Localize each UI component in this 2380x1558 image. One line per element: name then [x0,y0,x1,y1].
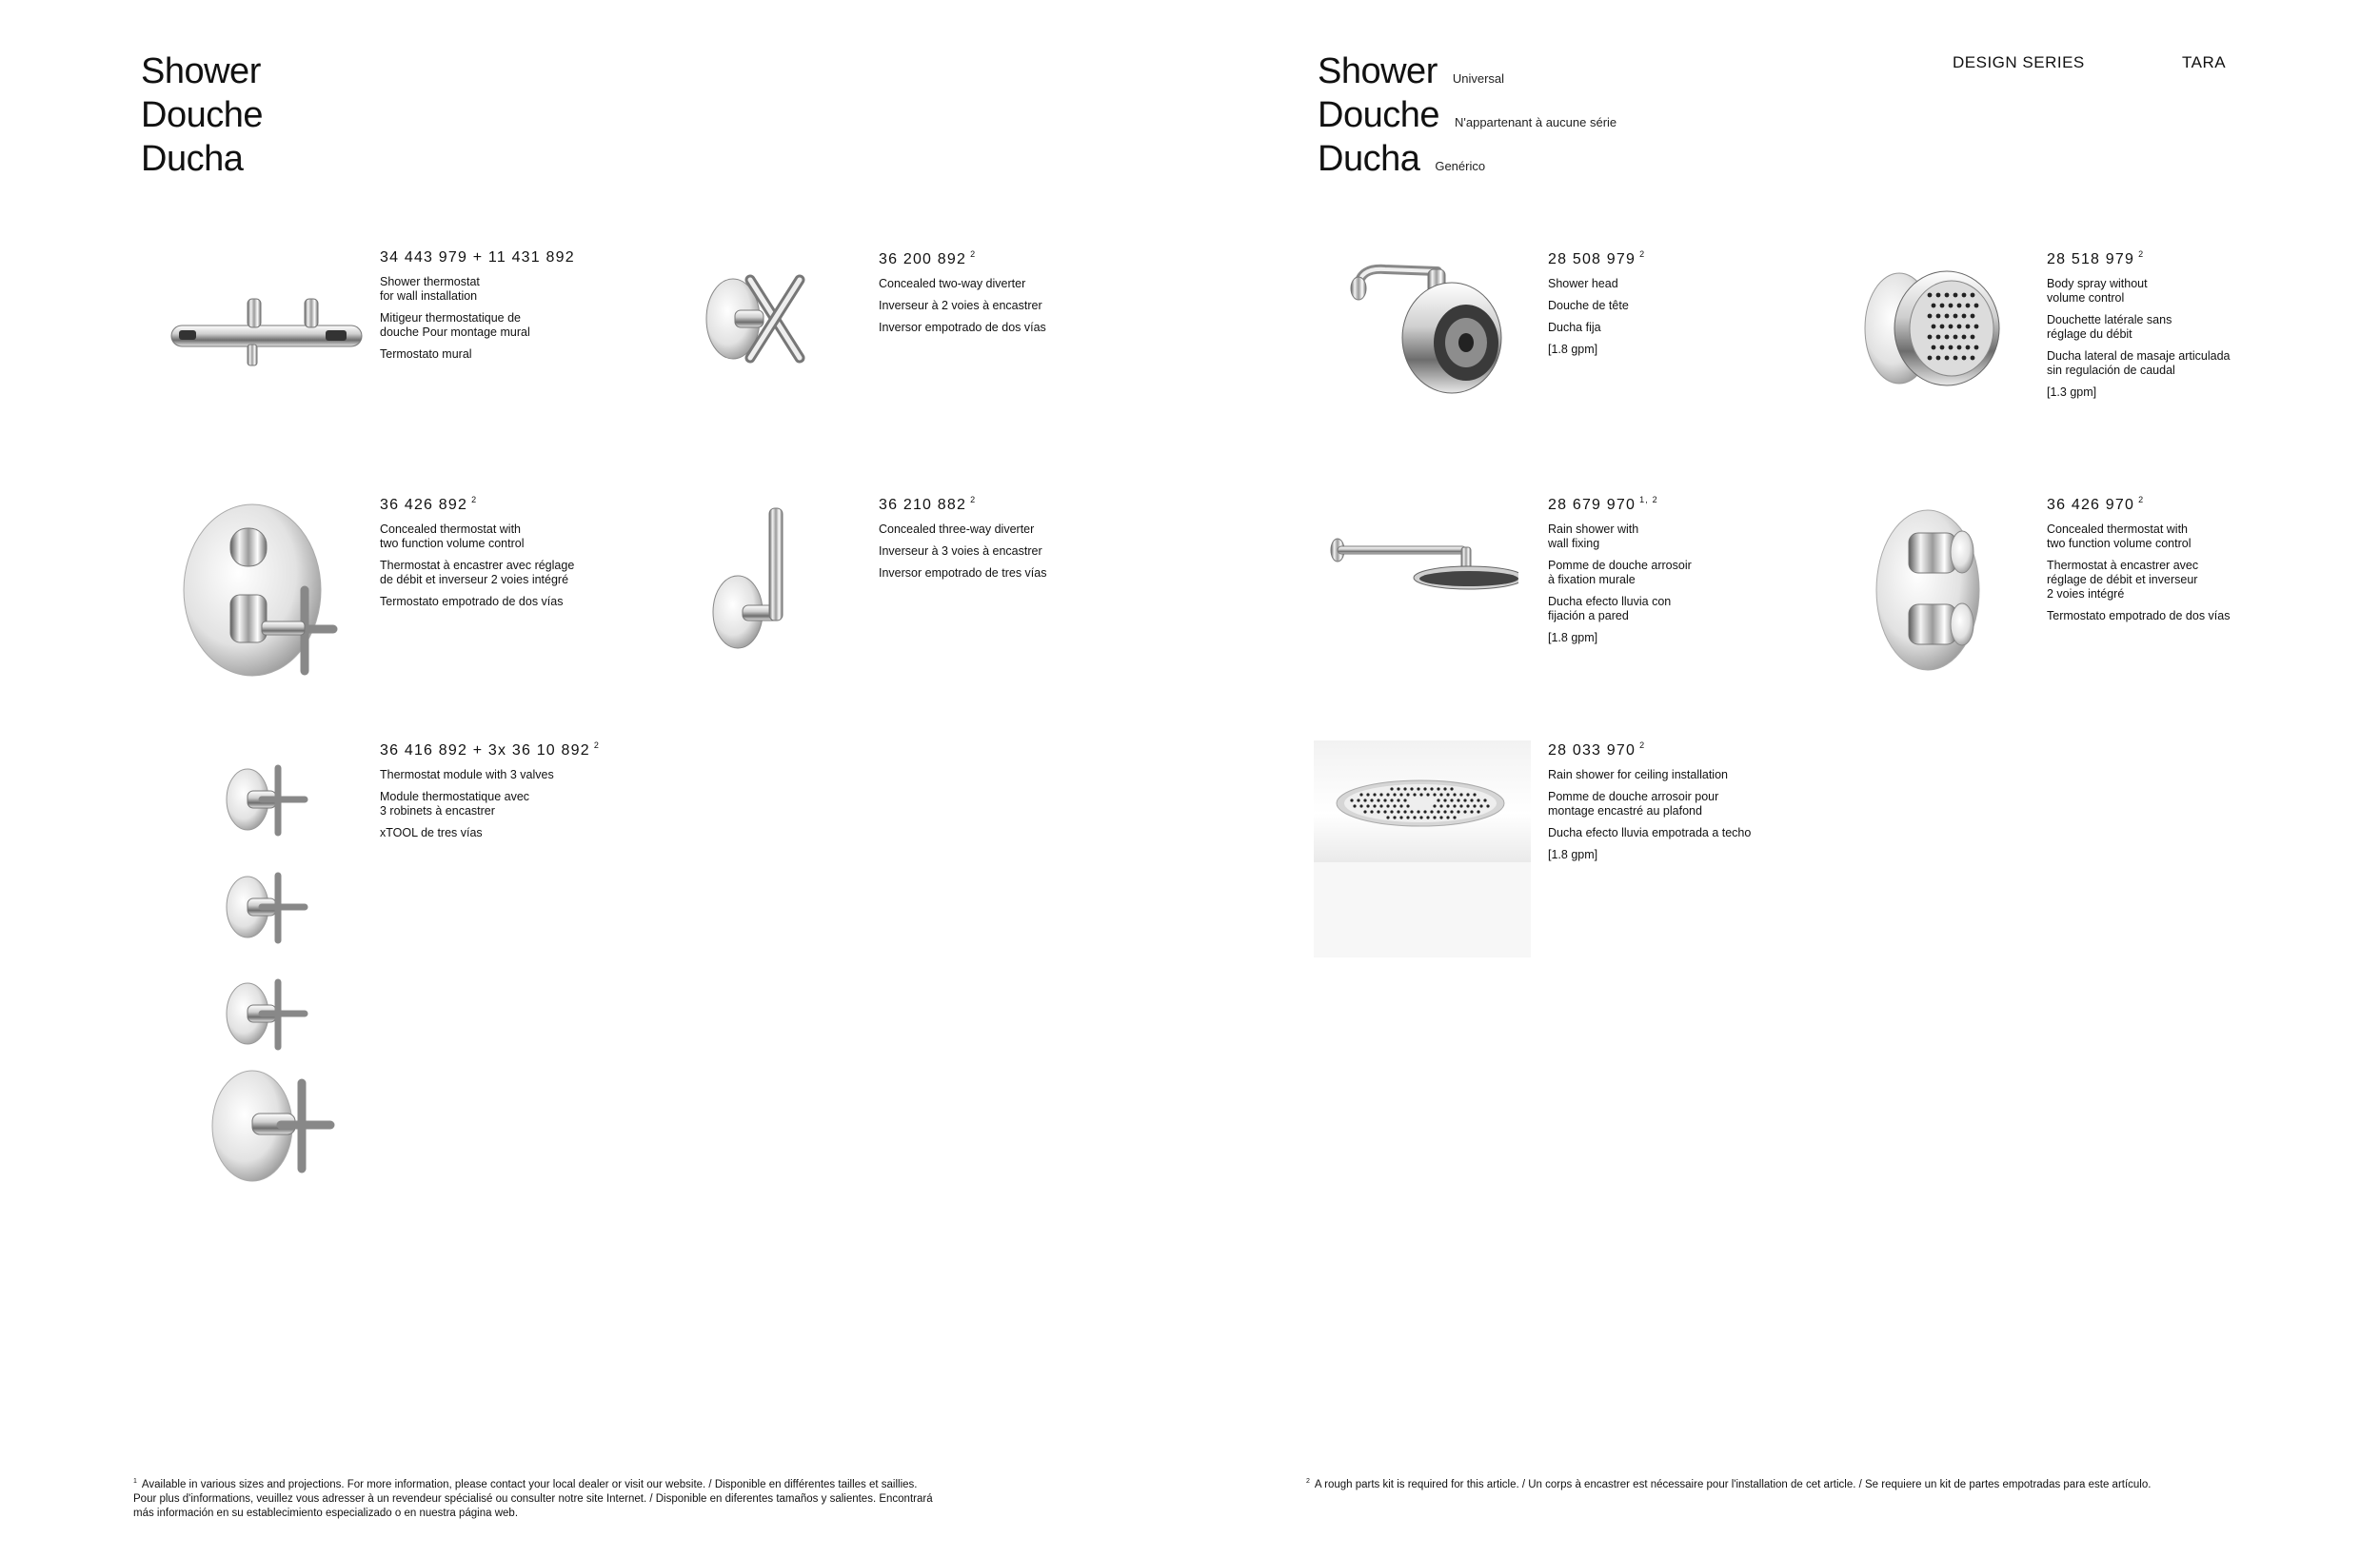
design-series-label: DESIGN SERIES [1953,53,2085,71]
desc-fr: Douchette latérale sans réglage du débit [2047,313,2172,341]
nozzle-dot [1928,356,1933,361]
nozzle-dot [1954,314,1958,319]
product-28508979 [1548,249,1805,365]
product-code: 36 426 970 $^2$ [2047,495,2145,513]
nozzle-dot [1928,314,1933,319]
nozzle-dot [1397,799,1399,801]
nozzle-dot [1426,793,1429,796]
desc-en: Shower head [1548,277,1618,290]
two-way-diverter-image [685,266,819,371]
nozzle-dot [1974,325,1979,329]
footnote-1-text: Available in various sizes and projections. For more information, please contact your local dealer or visit our website. / Disponible en différentes tailles et saillies. Pour plus d'informations, veuillez vous adresser à un revendeur spécialisé ou consulter notre site Internet. / Disponible en diferentes tamaños y salientes. Encontrará más información en su establecimiento especializado o en nuestra página web. [133,1479,933,1519]
nozzle-dot [1470,799,1473,801]
thermostat-module-image [205,1064,338,1188]
nozzle-dot [1957,325,1962,329]
desc-es: Termostato empotrado de dos vías [2047,609,2231,622]
nozzle-dot [1450,787,1453,790]
rain-shower-wall-image [1328,519,1518,604]
nozzle-dot [1945,356,1950,361]
nozzle-dot [1940,345,1945,350]
nozzle-dot [1377,799,1379,801]
nozzle-dot [1437,799,1439,801]
desc-es: Ducha efecto lluvia con fijación a pared [1548,595,1672,622]
footnote-1-mark: 1 [133,1478,137,1485]
desc-es: Termostato mural [380,347,472,361]
nozzle-dot [1949,345,1954,350]
nozzle-dot [1954,335,1958,340]
nozzle-dot [1383,799,1386,801]
nozzle-dot [1386,804,1389,807]
nozzle-dot [1359,793,1362,796]
nozzle-dot [1459,793,1462,796]
nozzle-dot [1932,345,1936,350]
nozzle-dot [1954,293,1958,298]
nozzle-dot [1928,335,1933,340]
nozzle-dot [1463,810,1466,813]
nozzle-dot [1390,810,1393,813]
title-word-douche: Douche [1318,95,1439,135]
nozzle-dot [1463,799,1466,801]
nozzle-dot [1945,314,1950,319]
product-28518979 [2047,249,2304,407]
valve-image-2 [219,864,314,950]
nozzle-dot [1971,314,1975,319]
nozzle-dot [1366,804,1369,807]
nozzle-dot [1439,793,1442,796]
nozzle-dot [1437,810,1439,813]
nozzle-dot [1413,793,1416,796]
nozzle-dot [1936,335,1941,340]
nozzle-dot [1486,804,1489,807]
nozzle-dot [1393,804,1396,807]
nozzle-dot [1940,304,1945,308]
desc-en: Shower thermostat for wall installation [380,275,480,303]
nozzle-dot [1433,793,1436,796]
desc-fr: Inverseur à 3 voies à encastrer [879,544,1042,558]
desc-en: Rain shower for ceiling installation [1548,768,1728,781]
left-page-title [141,49,263,181]
nozzle-dot [1936,356,1941,361]
flow-rate: [1.8 gpm] [1548,631,1598,644]
desc-es: Ducha efecto lluvia empotrada a techo [1548,826,1752,839]
nozzle-dot [1366,793,1369,796]
nozzle-dot [1370,799,1373,801]
product-36426970 [2047,495,2304,631]
desc-en: Body spray without volume control [2047,277,2148,305]
title-line-shower: Shower [141,51,261,91]
valve-image-3 [219,971,314,1056]
nozzle-dot [1359,804,1362,807]
nozzle-dot [1403,787,1406,790]
desc-en: Concealed three-way diverter [879,523,1035,536]
nozzle-dot [1928,293,1933,298]
desc-es: xTOOL de tres vías [380,826,483,839]
desc-fr: Thermostat à encastrer avec réglage de débit et inverseur 2 voies intégré [380,559,575,586]
nozzle-dot [1470,810,1473,813]
nozzle-dot [1932,325,1936,329]
nozzle-dot [1353,804,1356,807]
nozzle-dot [1430,810,1433,813]
desc-fr: Module thermostatique avec 3 robinets à encastrer [380,790,530,818]
nozzle-dot [1397,787,1399,790]
desc-fr: Inverseur à 2 voies à encastrer [879,299,1042,312]
nozzle-dot [1363,810,1366,813]
desc-en: Concealed thermostat with two function volume control [380,523,525,550]
nozzle-dot [1363,799,1366,801]
nozzle-dot [1479,804,1482,807]
desc-fr: Thermostat à encastrer avec réglage de débit et inverseur 2 voies intégré [2047,559,2199,601]
nozzle-dot [1936,293,1941,298]
product-36200892 [879,249,1136,343]
nozzle-dot [1940,325,1945,329]
nozzle-dot [1457,799,1459,801]
desc-fr: Pomme de douche arrosoir pour montage encastré au plafond [1548,790,1719,818]
nozzle-dot [1370,810,1373,813]
title-sub-napp: N'appartenant à aucune série [1454,115,1617,129]
nozzle-dot [1373,804,1376,807]
nozzle-dot [1932,304,1936,308]
nozzle-dot [1459,804,1462,807]
nozzle-dot [1417,810,1419,813]
ceiling-shower-disc [1314,740,1531,862]
desc-es: Termostato empotrado de dos vías [380,595,564,608]
nozzle-dot [1962,293,1967,298]
nozzle-dot [1446,804,1449,807]
nozzle-dot [1377,810,1379,813]
ceiling-rain-shower-photo [1314,740,1531,957]
product-code: 36 426 892 $^2$ [380,495,478,513]
desc-fr: Mitigeur thermostatique de douche Pour montage mural [380,311,530,339]
nozzle-dot [1443,810,1446,813]
desc-es: Inversor empotrado de dos vías [879,321,1046,334]
nozzle-dot [1971,356,1975,361]
footnote-2 [1306,1474,2363,1492]
nozzle-dot [1399,793,1402,796]
nozzle-dot [1453,804,1456,807]
title-word-shower: Shower [1318,51,1438,91]
flow-rate: [1.8 gpm] [1548,848,1598,861]
nozzle-dot [1974,304,1979,308]
nozzle-dot [1383,810,1386,813]
nozzle-dot [1949,304,1954,308]
flow-rate: [1.3 gpm] [2047,385,2097,399]
nozzle-dot [1962,314,1967,319]
nozzle-dot [1457,810,1459,813]
nozzle-dot [1393,793,1396,796]
nozzle-dot [1936,314,1941,319]
nozzle-dot [1945,335,1950,340]
nozzle-dot [1433,804,1436,807]
nozzle-dot [1966,345,1971,350]
nozzle-dot [1397,810,1399,813]
nozzle-dot [1423,787,1426,790]
nozzle-dot [1439,816,1442,818]
nozzle-dot [1399,816,1402,818]
valve-image-1 [219,757,314,842]
desc-en: Rain shower with wall fixing [1548,523,1639,550]
nozzle-dot [1477,810,1479,813]
nozzle-dot [1949,325,1954,329]
nozzle-dot [1373,793,1376,796]
desc-es: Inversor empotrado de tres vías [879,566,1047,580]
nozzle-dot [1393,816,1396,818]
product-36210882 [879,495,1136,588]
desc-es: Ducha fija [1548,321,1601,334]
nozzle-dot [1971,293,1975,298]
desc-fr: Pomme de douche arrosoir à fixation murale [1548,559,1692,586]
product-36426892 [380,495,637,617]
shower-head-image [1347,262,1514,395]
nozzle-dot [1446,816,1449,818]
desc-es: Ducha lateral de masaje articulada sin regulación de caudal [2047,349,2231,377]
three-way-diverter-image [704,503,819,655]
title-row-shower [1318,49,1616,93]
product-code: 36 416 892 + 3x 36 10 892 $^2$ [380,740,601,759]
nozzle-dot [1403,810,1406,813]
nozzle-dot [1419,793,1422,796]
nozzle-dot [1971,335,1975,340]
nozzle-dot [1473,804,1476,807]
footnote-2-mark: 2 [1306,1478,1310,1485]
product-34443979 [380,249,637,369]
nozzle-dot [1966,304,1971,308]
nozzle-dot [1390,799,1393,801]
product-code: 28 508 979 $^2$ [1548,249,1646,267]
nozzle-dot [1437,787,1439,790]
nozzle-dot [1419,816,1422,818]
nozzle-dot [1410,810,1413,813]
nozzle-dot [1406,816,1409,818]
product-code: 28 518 979 $^2$ [2047,249,2145,267]
nozzle-dot [1410,787,1413,790]
footnote-2-text: A rough parts kit is required for this article. / Un corps à encastrer est nécessaire pour l'installation de cet article. / Se requiere un kit de partes empotradas para este artículo. [1314,1479,2152,1490]
nozzle-dot [1426,816,1429,818]
nozzle-dot [1433,816,1436,818]
desc-fr: Douche de tête [1548,299,1629,312]
nozzle-dot [1453,816,1456,818]
nozzle-dot [1390,787,1393,790]
nozzle-dot [1430,787,1433,790]
product-code: 36 200 892 $^2$ [879,249,977,267]
title-sub-generico: Genérico [1435,159,1486,173]
nozzle-dot [1962,356,1967,361]
concealed-thermostat-image [181,500,343,680]
product-code: 28 033 970 $^2$ [1548,740,1646,759]
title-line-douche: Douche [141,95,263,135]
nozzle-dot [1466,793,1469,796]
title-row-ducha [1318,137,1616,181]
nozzle-dot [1446,793,1449,796]
title-word-ducha: Ducha [1318,139,1420,179]
product-code: 36 210 882 $^2$ [879,495,977,513]
title-line-ducha: Ducha [141,139,244,179]
product-28679970 [1548,495,1805,653]
nozzle-dot [1399,804,1402,807]
nozzle-dot [1450,799,1453,801]
nozzle-dot [1483,799,1486,801]
nozzle-dot [1477,799,1479,801]
desc-en: Concealed two-way diverter [879,277,1026,290]
nozzle-dot [1443,799,1446,801]
footnote-1 [133,1474,1142,1521]
nozzle-dot [1386,793,1389,796]
nozzle-dot [1966,325,1971,329]
nozzle-dot [1450,810,1453,813]
title-row-douche [1318,93,1616,137]
nozzle-dot [1413,816,1416,818]
nozzle-dot [1473,793,1476,796]
nozzle-dot [1379,804,1382,807]
nozzle-dot [1954,356,1958,361]
title-sub-universal: Universal [1452,71,1505,86]
right-page-title [1318,49,1616,181]
product-code: 34 443 979 + 11 431 892 [380,249,575,266]
nozzle-dot [1443,787,1446,790]
desc-en: Thermostat module with 3 valves [380,768,554,781]
concealed-thermostat-round-image [1871,504,1994,676]
nozzle-dot [1403,799,1406,801]
nozzle-dot [1406,793,1409,796]
nozzle-dot [1423,810,1426,813]
nozzle-dot [1957,304,1962,308]
product-code: 28 679 970 $^{1, 2}$ [1548,495,1658,513]
nozzle-dot [1379,793,1382,796]
nozzle-dot [1962,335,1967,340]
nozzle-dot [1466,804,1469,807]
desc-en: Concealed thermostat with two function volume control [2047,523,2192,550]
nozzle-dot [1417,787,1419,790]
nozzle-dot [1439,804,1442,807]
nozzle-dot [1357,799,1359,801]
nozzle-dot [1957,345,1962,350]
flow-rate: [1.8 gpm] [1548,343,1598,356]
nozzle-dot [1974,345,1979,350]
body-spray-image [1861,266,2004,390]
series-name: TARA [2182,53,2227,71]
nozzle-dot [1453,793,1456,796]
nozzle-dot [1945,293,1950,298]
product-36416892 [380,740,637,848]
nozzle-dot [1406,804,1409,807]
nozzle-dot [1350,799,1353,801]
nozzle-dot [1386,816,1389,818]
shower-thermostat-image [162,286,371,381]
product-28033970 [1548,740,1805,870]
